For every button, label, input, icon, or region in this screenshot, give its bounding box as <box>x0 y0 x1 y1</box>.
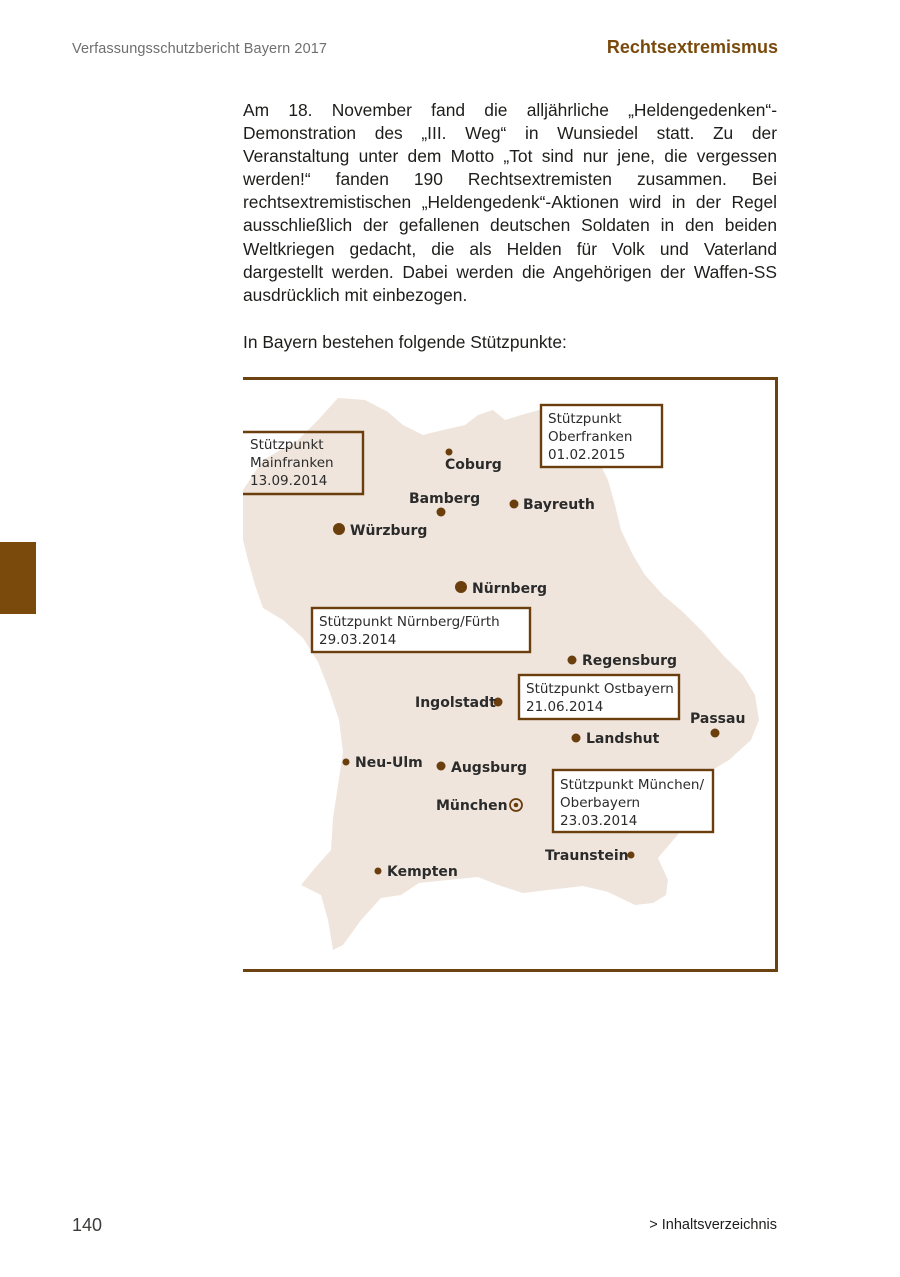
label-augsburg: Augsburg <box>451 760 528 776</box>
label-kempten: Kempten <box>387 864 458 880</box>
label-landshut: Landshut <box>586 731 660 747</box>
paragraph-text: Am 18. November fand die alljährliche „Heldengedenken“-Demonstration des „III. Weg“ in Wunsiedel statt. Zu der Veranstaltung unter dem Motto „Tot sind nur jene, die vergessen werden!“ fanden 190 Rechtsextremisten zusammen. Bei rechtsextremistischen „Heldengedenk“-Aktionen wird in der Regel ausschließlich der gefallenen deutschen Soldaten in den beiden Weltkriegen gedacht, die als Helden für Volk und Vaterland dargestellt werden. Dabei werden die Angehörigen der Waffen-SS ausdrücklich mit einbezogen. <box>243 100 777 305</box>
chapter-tab-marker <box>0 542 36 614</box>
label-regensburg: Regensburg <box>582 653 678 669</box>
label-coburg: Coburg <box>445 457 502 473</box>
base-mainfranken-line2: Mainfranken <box>250 455 334 471</box>
base-oberfranken-line2: Oberfranken <box>548 429 633 445</box>
bavaria-map-figure <box>243 377 778 972</box>
base-ostbayern-line1: Stützpunkt Ostbayern <box>526 681 674 697</box>
section-title: Rechtsextremismus <box>606 37 778 57</box>
dot-coburg <box>446 449 453 456</box>
base-muenchen-line1: Stützpunkt München/ <box>560 777 705 793</box>
table-of-contents-link[interactable]: > Inhaltsverzeichnis <box>649 1217 777 1233</box>
base-muenchen-date: 23.03.2014 <box>560 813 638 829</box>
label-ingolstadt: Ingolstadt <box>415 695 496 711</box>
label-bayreuth: Bayreuth <box>523 497 595 513</box>
base-nuernberg-line1: Stützpunkt Nürnberg/Fürth <box>319 614 500 630</box>
dot-regensburg <box>568 656 577 665</box>
bavaria-map <box>243 380 775 969</box>
label-neuulm: Neu-Ulm <box>355 755 423 771</box>
dot-passau <box>711 729 720 738</box>
dot-wuerzburg <box>333 523 345 535</box>
base-box-oberfranken <box>541 405 662 467</box>
dot-landshut <box>572 734 581 743</box>
dot-nuernberg <box>455 581 467 593</box>
base-oberfranken-line1: Stützpunkt <box>548 411 622 427</box>
label-nuernberg: Nürnberg <box>472 581 547 597</box>
base-muenchen-line2: Oberbayern <box>560 795 641 811</box>
label-muenchen: München <box>436 798 508 814</box>
label-bamberg: Bamberg <box>409 491 481 507</box>
base-box-nuernberg-fuerth <box>312 608 530 652</box>
base-mainfranken-line1: Stützpunkt <box>250 437 324 453</box>
dot-kempten <box>375 868 382 875</box>
label-traunstein: Traunstein <box>545 848 629 864</box>
page-number: 140 <box>72 1215 103 1235</box>
dot-neuulm <box>343 759 350 766</box>
base-box-muenchen-oberbayern <box>553 770 713 832</box>
body-paragraph <box>243 99 777 307</box>
base-nuernberg-date: 29.03.2014 <box>319 632 397 648</box>
dot-augsburg <box>437 762 446 771</box>
dot-bayreuth <box>510 500 519 509</box>
dot-bamberg <box>437 508 446 517</box>
running-header-title: Verfassungsschutzbericht Bayern 2017 <box>72 41 328 57</box>
label-wuerzburg: Würzburg <box>350 523 428 539</box>
base-box-ostbayern <box>519 675 679 719</box>
lead-sentence: In Bayern bestehen folgende Stützpunkte: <box>243 332 567 352</box>
base-oberfranken-date: 01.02.2015 <box>548 447 626 463</box>
base-ostbayern-date: 21.06.2014 <box>526 699 604 715</box>
base-mainfranken-date: 13.09.2014 <box>250 473 328 489</box>
label-passau: Passau <box>690 711 746 727</box>
